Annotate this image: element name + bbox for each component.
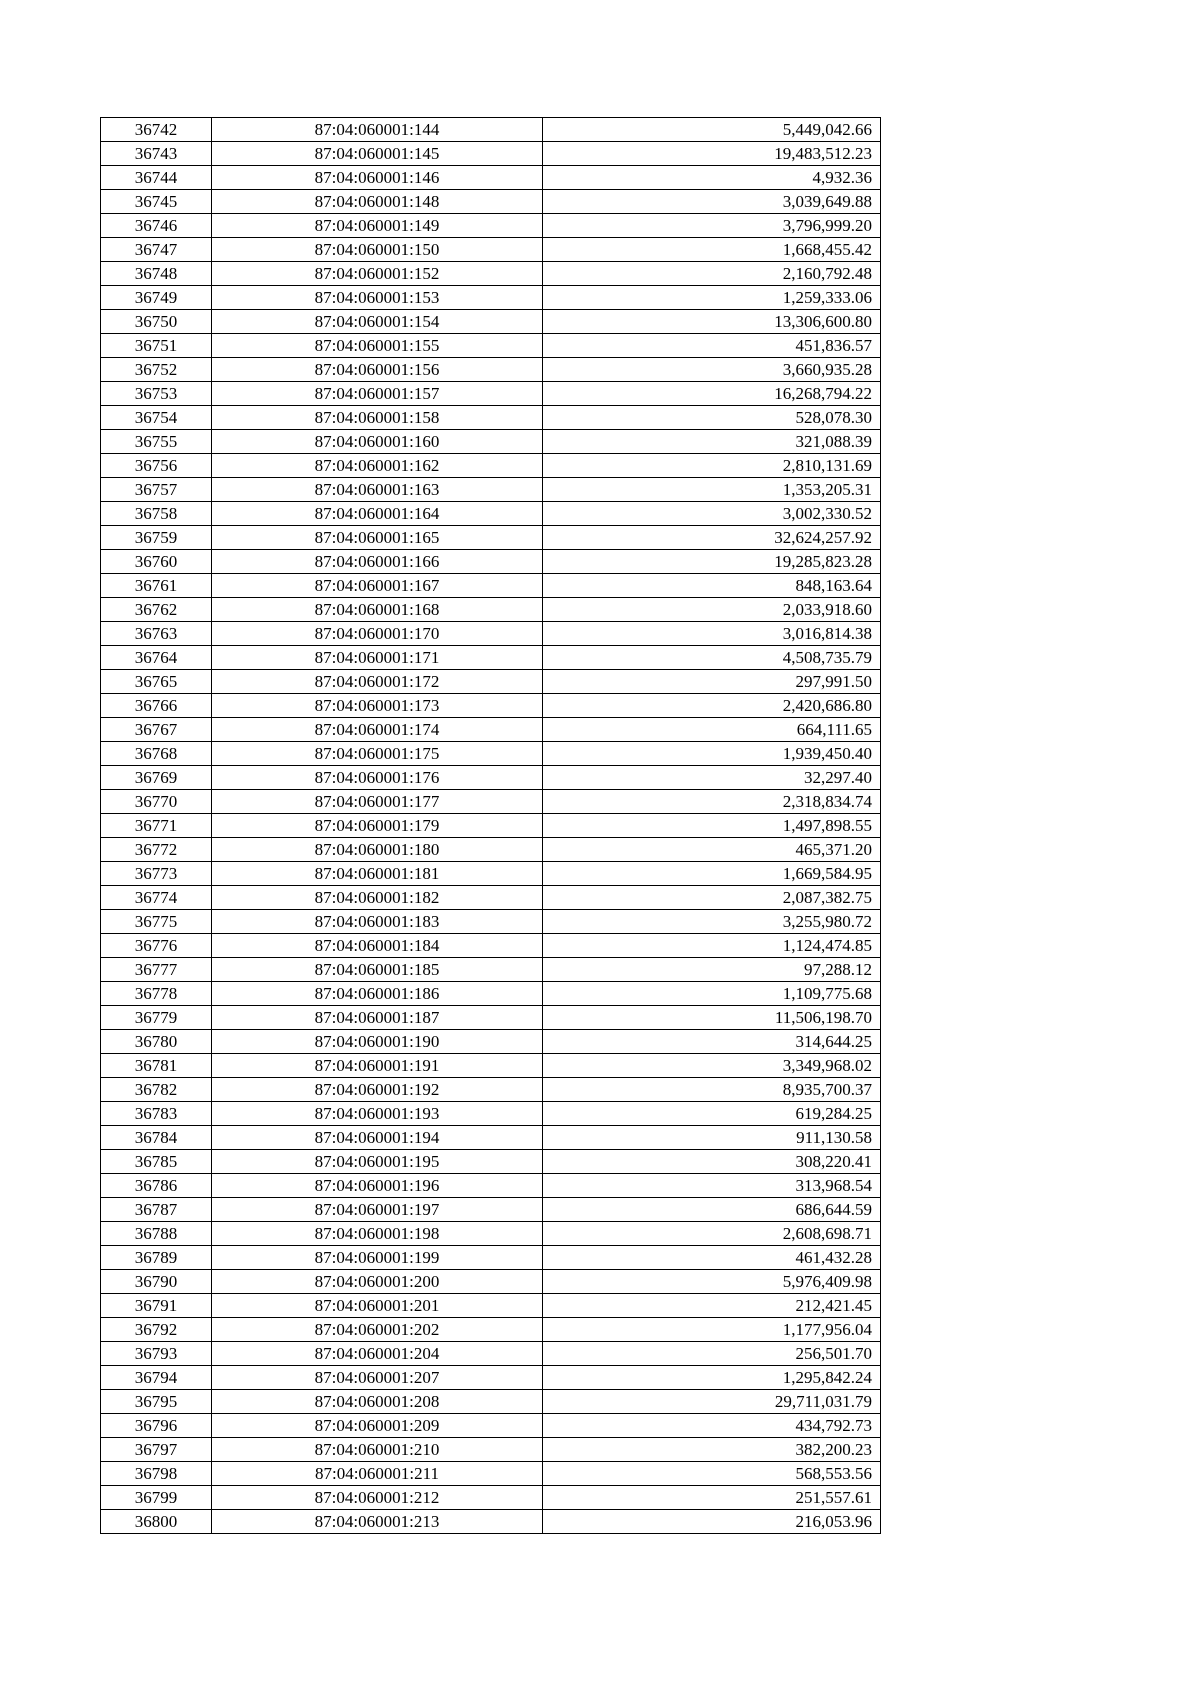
cadastral-number-cell: 87:04:060001:200 xyxy=(212,1270,543,1294)
value-cell: 3,039,649.88 xyxy=(543,190,881,214)
table-row xyxy=(101,1246,881,1270)
table-row xyxy=(101,790,881,814)
row-number-cell: 36780 xyxy=(101,1030,212,1054)
value-cell: 2,420,686.80 xyxy=(543,694,881,718)
cadastral-number-cell: 87:04:060001:212 xyxy=(212,1486,543,1510)
row-number-cell: 36775 xyxy=(101,910,212,934)
table-row xyxy=(101,958,881,982)
table-row xyxy=(101,1198,881,1222)
cadastral-number-cell: 87:04:060001:173 xyxy=(212,694,543,718)
table-row xyxy=(101,1102,881,1126)
row-number-cell: 36746 xyxy=(101,214,212,238)
row-number-cell: 36762 xyxy=(101,598,212,622)
value-cell: 911,130.58 xyxy=(543,1126,881,1150)
table-row xyxy=(101,838,881,862)
cadastral-number-cell: 87:04:060001:146 xyxy=(212,166,543,190)
data-table xyxy=(100,117,881,1534)
value-cell: 19,483,512.23 xyxy=(543,142,881,166)
cadastral-number-cell: 87:04:060001:171 xyxy=(212,646,543,670)
table-row xyxy=(101,1390,881,1414)
row-number-cell: 36748 xyxy=(101,262,212,286)
value-cell: 2,608,698.71 xyxy=(543,1222,881,1246)
table-row xyxy=(101,502,881,526)
cadastral-number-cell: 87:04:060001:180 xyxy=(212,838,543,862)
cadastral-number-cell: 87:04:060001:175 xyxy=(212,742,543,766)
cadastral-number-cell: 87:04:060001:199 xyxy=(212,1246,543,1270)
row-number-cell: 36754 xyxy=(101,406,212,430)
cadastral-number-cell: 87:04:060001:181 xyxy=(212,862,543,886)
row-number-cell: 36758 xyxy=(101,502,212,526)
cadastral-number-cell: 87:04:060001:201 xyxy=(212,1294,543,1318)
cadastral-number-cell: 87:04:060001:158 xyxy=(212,406,543,430)
table-row xyxy=(101,454,881,478)
value-cell: 2,087,382.75 xyxy=(543,886,881,910)
row-number-cell: 36794 xyxy=(101,1366,212,1390)
value-cell: 3,016,814.38 xyxy=(543,622,881,646)
cadastral-number-cell: 87:04:060001:157 xyxy=(212,382,543,406)
cadastral-number-cell: 87:04:060001:211 xyxy=(212,1462,543,1486)
row-number-cell: 36764 xyxy=(101,646,212,670)
table-row xyxy=(101,1342,881,1366)
table-row xyxy=(101,598,881,622)
row-number-cell: 36783 xyxy=(101,1102,212,1126)
table-row xyxy=(101,478,881,502)
value-cell: 13,306,600.80 xyxy=(543,310,881,334)
table-row xyxy=(101,1438,881,1462)
table-row xyxy=(101,1222,881,1246)
row-number-cell: 36800 xyxy=(101,1510,212,1534)
table-row xyxy=(101,574,881,598)
cadastral-number-cell: 87:04:060001:164 xyxy=(212,502,543,526)
row-number-cell: 36779 xyxy=(101,1006,212,1030)
row-number-cell: 36772 xyxy=(101,838,212,862)
cadastral-number-cell: 87:04:060001:190 xyxy=(212,1030,543,1054)
cadastral-number-cell: 87:04:060001:185 xyxy=(212,958,543,982)
table-row xyxy=(101,1054,881,1078)
table-row xyxy=(101,382,881,406)
value-cell: 382,200.23 xyxy=(543,1438,881,1462)
value-cell: 32,297.40 xyxy=(543,766,881,790)
table-row xyxy=(101,1462,881,1486)
value-cell: 212,421.45 xyxy=(543,1294,881,1318)
value-cell: 461,432.28 xyxy=(543,1246,881,1270)
cadastral-number-cell: 87:04:060001:194 xyxy=(212,1126,543,1150)
cadastral-number-cell: 87:04:060001:182 xyxy=(212,886,543,910)
table-row xyxy=(101,1126,881,1150)
value-cell: 256,501.70 xyxy=(543,1342,881,1366)
table-row xyxy=(101,142,881,166)
cadastral-number-cell: 87:04:060001:191 xyxy=(212,1054,543,1078)
row-number-cell: 36777 xyxy=(101,958,212,982)
table-row xyxy=(101,694,881,718)
table-row xyxy=(101,526,881,550)
row-number-cell: 36799 xyxy=(101,1486,212,1510)
value-cell: 321,088.39 xyxy=(543,430,881,454)
cadastral-number-cell: 87:04:060001:204 xyxy=(212,1342,543,1366)
value-cell: 1,259,333.06 xyxy=(543,286,881,310)
row-number-cell: 36797 xyxy=(101,1438,212,1462)
table-row xyxy=(101,718,881,742)
cadastral-number-cell: 87:04:060001:176 xyxy=(212,766,543,790)
cadastral-number-cell: 87:04:060001:152 xyxy=(212,262,543,286)
cadastral-number-cell: 87:04:060001:177 xyxy=(212,790,543,814)
row-number-cell: 36760 xyxy=(101,550,212,574)
table-row xyxy=(101,190,881,214)
row-number-cell: 36742 xyxy=(101,118,212,142)
value-cell: 308,220.41 xyxy=(543,1150,881,1174)
table-row xyxy=(101,742,881,766)
cadastral-number-cell: 87:04:060001:160 xyxy=(212,430,543,454)
table-row xyxy=(101,166,881,190)
table-row xyxy=(101,286,881,310)
row-number-cell: 36765 xyxy=(101,670,212,694)
value-cell: 528,078.30 xyxy=(543,406,881,430)
table-row xyxy=(101,934,881,958)
cadastral-number-cell: 87:04:060001:154 xyxy=(212,310,543,334)
value-cell: 2,810,131.69 xyxy=(543,454,881,478)
value-cell: 16,268,794.22 xyxy=(543,382,881,406)
table-row xyxy=(101,430,881,454)
value-cell: 1,353,205.31 xyxy=(543,478,881,502)
table-row xyxy=(101,910,881,934)
table-row xyxy=(101,670,881,694)
row-number-cell: 36753 xyxy=(101,382,212,406)
value-cell: 97,288.12 xyxy=(543,958,881,982)
row-number-cell: 36796 xyxy=(101,1414,212,1438)
row-number-cell: 36798 xyxy=(101,1462,212,1486)
value-cell: 313,968.54 xyxy=(543,1174,881,1198)
row-number-cell: 36792 xyxy=(101,1318,212,1342)
table-row xyxy=(101,334,881,358)
row-number-cell: 36763 xyxy=(101,622,212,646)
row-number-cell: 36744 xyxy=(101,166,212,190)
value-cell: 451,836.57 xyxy=(543,334,881,358)
row-number-cell: 36757 xyxy=(101,478,212,502)
table-row xyxy=(101,982,881,1006)
value-cell: 3,002,330.52 xyxy=(543,502,881,526)
value-cell: 1,668,455.42 xyxy=(543,238,881,262)
value-cell: 848,163.64 xyxy=(543,574,881,598)
cadastral-number-cell: 87:04:060001:167 xyxy=(212,574,543,598)
cadastral-number-cell: 87:04:060001:155 xyxy=(212,334,543,358)
row-number-cell: 36781 xyxy=(101,1054,212,1078)
value-cell: 297,991.50 xyxy=(543,670,881,694)
table-row xyxy=(101,1318,881,1342)
cadastral-number-cell: 87:04:060001:213 xyxy=(212,1510,543,1534)
row-number-cell: 36791 xyxy=(101,1294,212,1318)
cadastral-number-cell: 87:04:060001:202 xyxy=(212,1318,543,1342)
row-number-cell: 36787 xyxy=(101,1198,212,1222)
table-row xyxy=(101,1006,881,1030)
table-row xyxy=(101,622,881,646)
table-row xyxy=(101,766,881,790)
value-cell: 251,557.61 xyxy=(543,1486,881,1510)
value-cell: 1,177,956.04 xyxy=(543,1318,881,1342)
row-number-cell: 36761 xyxy=(101,574,212,598)
cadastral-number-cell: 87:04:060001:184 xyxy=(212,934,543,958)
value-cell: 568,553.56 xyxy=(543,1462,881,1486)
row-number-cell: 36752 xyxy=(101,358,212,382)
table-row xyxy=(101,1270,881,1294)
value-cell: 29,711,031.79 xyxy=(543,1390,881,1414)
table-row xyxy=(101,1150,881,1174)
cadastral-number-cell: 87:04:060001:208 xyxy=(212,1390,543,1414)
row-number-cell: 36756 xyxy=(101,454,212,478)
row-number-cell: 36769 xyxy=(101,766,212,790)
row-number-cell: 36784 xyxy=(101,1126,212,1150)
cadastral-number-cell: 87:04:060001:156 xyxy=(212,358,543,382)
row-number-cell: 36755 xyxy=(101,430,212,454)
value-cell: 1,497,898.55 xyxy=(543,814,881,838)
table-row xyxy=(101,1486,881,1510)
cadastral-number-cell: 87:04:060001:144 xyxy=(212,118,543,142)
value-cell: 1,124,474.85 xyxy=(543,934,881,958)
cadastral-number-cell: 87:04:060001:198 xyxy=(212,1222,543,1246)
value-cell: 3,660,935.28 xyxy=(543,358,881,382)
table-row xyxy=(101,214,881,238)
cadastral-number-cell: 87:04:060001:168 xyxy=(212,598,543,622)
cadastral-number-cell: 87:04:060001:174 xyxy=(212,718,543,742)
cadastral-number-cell: 87:04:060001:163 xyxy=(212,478,543,502)
cadastral-number-cell: 87:04:060001:145 xyxy=(212,142,543,166)
cadastral-number-cell: 87:04:060001:193 xyxy=(212,1102,543,1126)
value-cell: 4,508,735.79 xyxy=(543,646,881,670)
row-number-cell: 36793 xyxy=(101,1342,212,1366)
table-row xyxy=(101,886,881,910)
row-number-cell: 36778 xyxy=(101,982,212,1006)
cadastral-number-cell: 87:04:060001:162 xyxy=(212,454,543,478)
row-number-cell: 36774 xyxy=(101,886,212,910)
row-number-cell: 36759 xyxy=(101,526,212,550)
table-row xyxy=(101,814,881,838)
cadastral-number-cell: 87:04:060001:196 xyxy=(212,1174,543,1198)
row-number-cell: 36751 xyxy=(101,334,212,358)
value-cell: 216,053.96 xyxy=(543,1510,881,1534)
row-number-cell: 36790 xyxy=(101,1270,212,1294)
table-row xyxy=(101,1294,881,1318)
row-number-cell: 36788 xyxy=(101,1222,212,1246)
value-cell: 686,644.59 xyxy=(543,1198,881,1222)
row-number-cell: 36743 xyxy=(101,142,212,166)
row-number-cell: 36767 xyxy=(101,718,212,742)
value-cell: 2,033,918.60 xyxy=(543,598,881,622)
cadastral-number-cell: 87:04:060001:172 xyxy=(212,670,543,694)
value-cell: 465,371.20 xyxy=(543,838,881,862)
row-number-cell: 36773 xyxy=(101,862,212,886)
row-number-cell: 36789 xyxy=(101,1246,212,1270)
table-row xyxy=(101,1414,881,1438)
table-row xyxy=(101,1510,881,1534)
row-number-cell: 36776 xyxy=(101,934,212,958)
cadastral-number-cell: 87:04:060001:179 xyxy=(212,814,543,838)
value-cell: 2,160,792.48 xyxy=(543,262,881,286)
value-cell: 8,935,700.37 xyxy=(543,1078,881,1102)
value-cell: 434,792.73 xyxy=(543,1414,881,1438)
value-cell: 11,506,198.70 xyxy=(543,1006,881,1030)
table-body xyxy=(101,118,881,1534)
cadastral-number-cell: 87:04:060001:186 xyxy=(212,982,543,1006)
row-number-cell: 36745 xyxy=(101,190,212,214)
row-number-cell: 36786 xyxy=(101,1174,212,1198)
cadastral-number-cell: 87:04:060001:153 xyxy=(212,286,543,310)
cadastral-number-cell: 87:04:060001:148 xyxy=(212,190,543,214)
value-cell: 32,624,257.92 xyxy=(543,526,881,550)
table-row xyxy=(101,550,881,574)
row-number-cell: 36750 xyxy=(101,310,212,334)
value-cell: 1,669,584.95 xyxy=(543,862,881,886)
cadastral-number-cell: 87:04:060001:166 xyxy=(212,550,543,574)
cadastral-number-cell: 87:04:060001:183 xyxy=(212,910,543,934)
cadastral-number-cell: 87:04:060001:170 xyxy=(212,622,543,646)
cadastral-number-cell: 87:04:060001:209 xyxy=(212,1414,543,1438)
cadastral-number-cell: 87:04:060001:187 xyxy=(212,1006,543,1030)
cadastral-number-cell: 87:04:060001:210 xyxy=(212,1438,543,1462)
value-cell: 314,644.25 xyxy=(543,1030,881,1054)
row-number-cell: 36766 xyxy=(101,694,212,718)
table-row xyxy=(101,238,881,262)
value-cell: 2,318,834.74 xyxy=(543,790,881,814)
row-number-cell: 36747 xyxy=(101,238,212,262)
value-cell: 3,796,999.20 xyxy=(543,214,881,238)
value-cell: 4,932.36 xyxy=(543,166,881,190)
value-cell: 664,111.65 xyxy=(543,718,881,742)
table-row xyxy=(101,406,881,430)
value-cell: 619,284.25 xyxy=(543,1102,881,1126)
table-row xyxy=(101,646,881,670)
value-cell: 1,939,450.40 xyxy=(543,742,881,766)
value-cell: 1,109,775.68 xyxy=(543,982,881,1006)
table-row xyxy=(101,1366,881,1390)
table-row xyxy=(101,862,881,886)
table-row xyxy=(101,1174,881,1198)
cadastral-number-cell: 87:04:060001:207 xyxy=(212,1366,543,1390)
row-number-cell: 36771 xyxy=(101,814,212,838)
value-cell: 5,449,042.66 xyxy=(543,118,881,142)
table-row xyxy=(101,262,881,286)
value-cell: 1,295,842.24 xyxy=(543,1366,881,1390)
value-cell: 5,976,409.98 xyxy=(543,1270,881,1294)
cadastral-number-cell: 87:04:060001:149 xyxy=(212,214,543,238)
value-cell: 3,349,968.02 xyxy=(543,1054,881,1078)
cadastral-number-cell: 87:04:060001:195 xyxy=(212,1150,543,1174)
row-number-cell: 36770 xyxy=(101,790,212,814)
row-number-cell: 36768 xyxy=(101,742,212,766)
table-row xyxy=(101,1078,881,1102)
row-number-cell: 36749 xyxy=(101,286,212,310)
table-row xyxy=(101,310,881,334)
cadastral-number-cell: 87:04:060001:150 xyxy=(212,238,543,262)
cadastral-number-cell: 87:04:060001:192 xyxy=(212,1078,543,1102)
row-number-cell: 36795 xyxy=(101,1390,212,1414)
table-row xyxy=(101,1030,881,1054)
table-row xyxy=(101,118,881,142)
value-cell: 19,285,823.28 xyxy=(543,550,881,574)
cadastral-number-cell: 87:04:060001:197 xyxy=(212,1198,543,1222)
table-row xyxy=(101,358,881,382)
cadastral-number-cell: 87:04:060001:165 xyxy=(212,526,543,550)
row-number-cell: 36782 xyxy=(101,1078,212,1102)
value-cell: 3,255,980.72 xyxy=(543,910,881,934)
row-number-cell: 36785 xyxy=(101,1150,212,1174)
